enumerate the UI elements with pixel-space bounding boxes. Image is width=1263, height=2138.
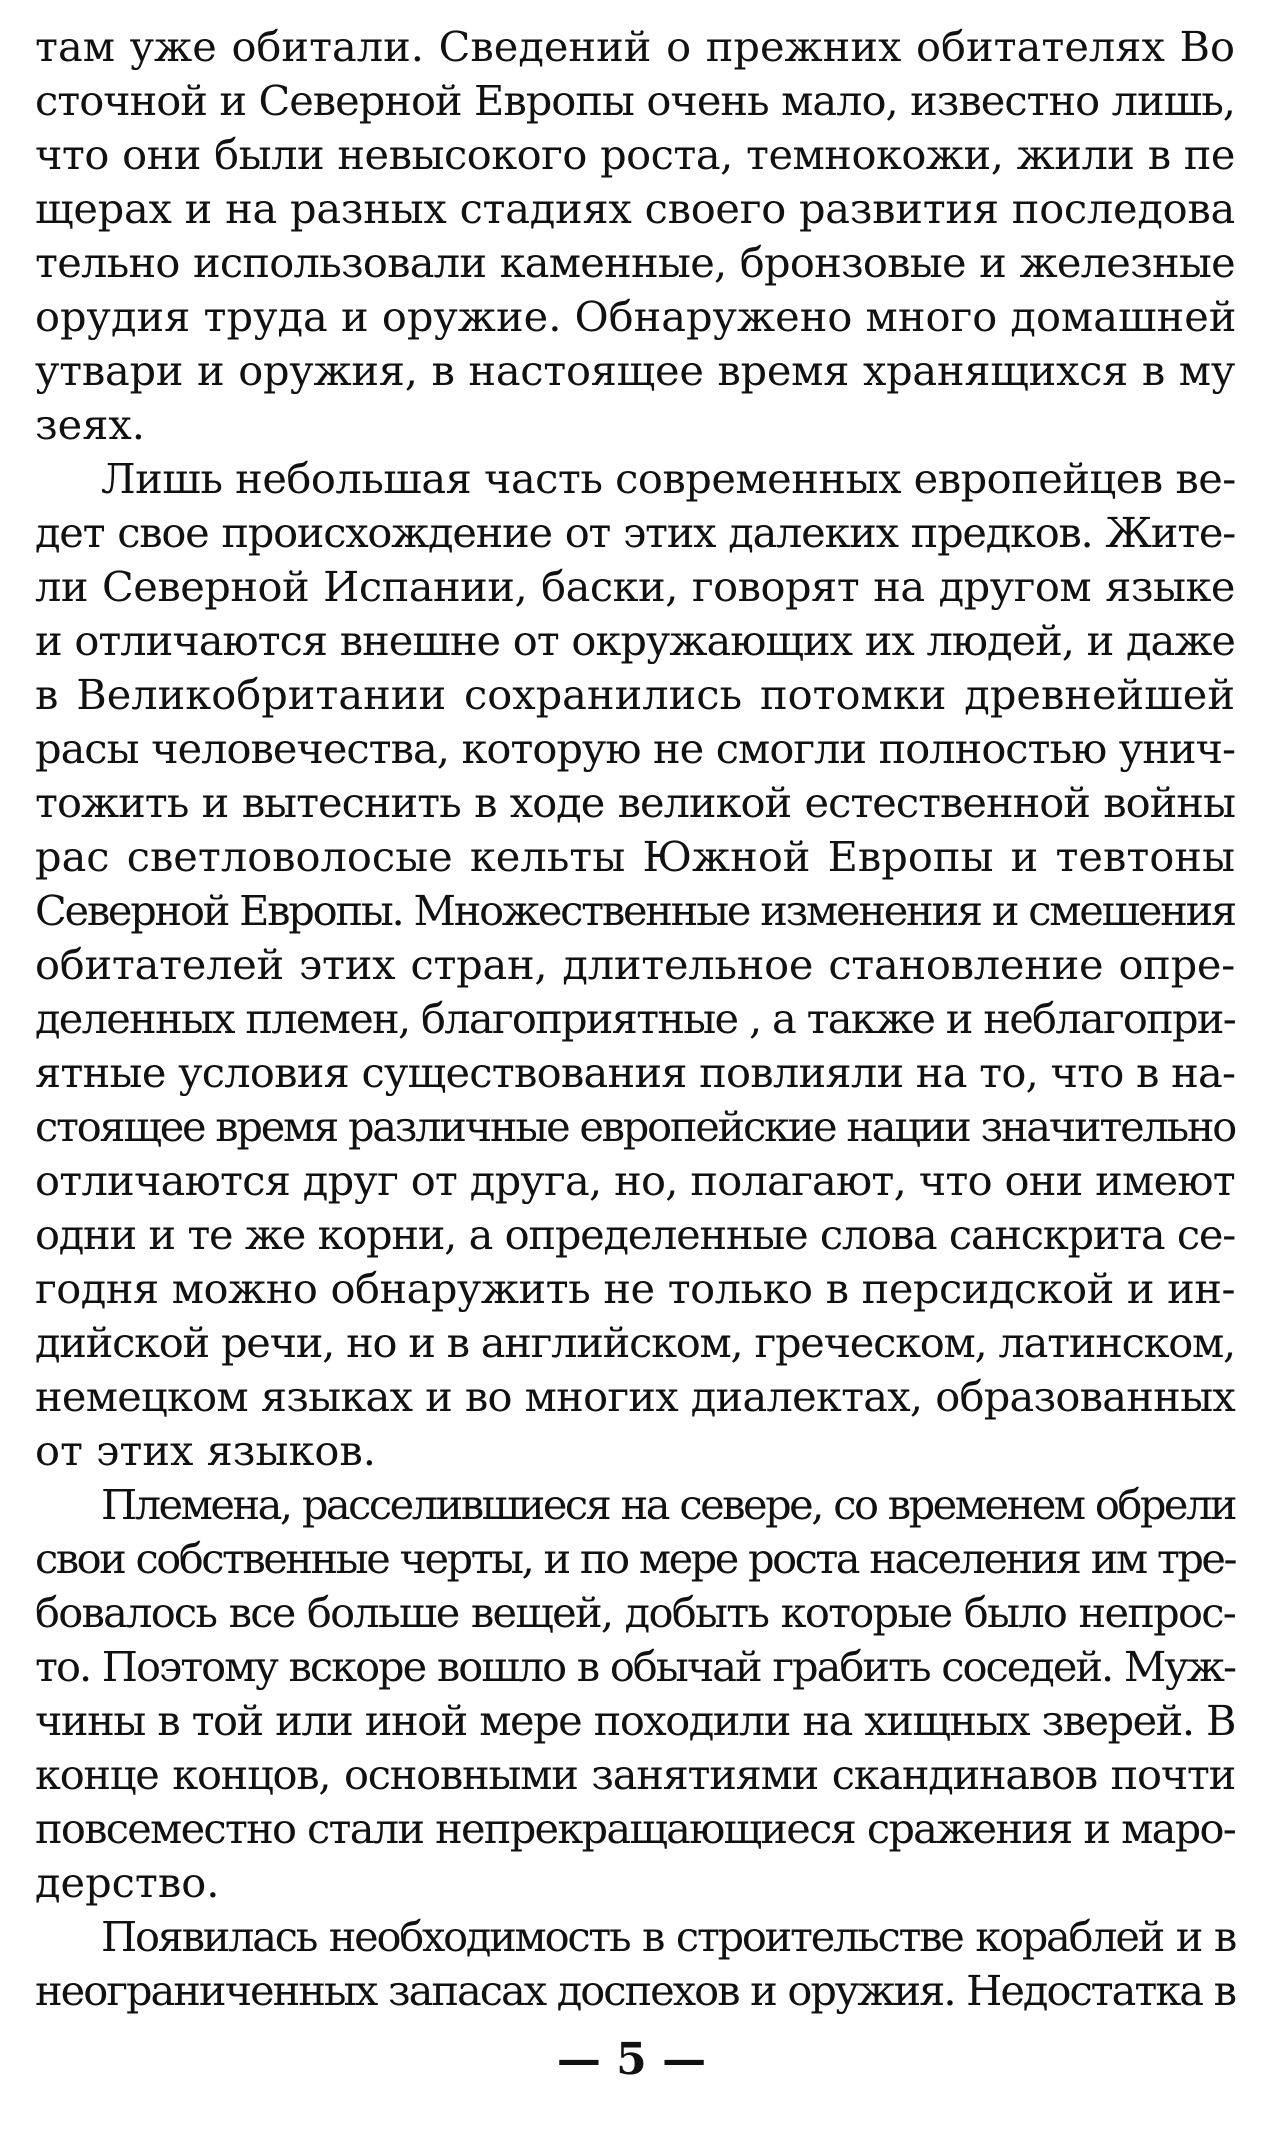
text-line: тожить и вытеснить в ходе великой естественной войны — [35, 778, 1235, 827]
text-line: тельно использовали каменные, бронзовые и железные — [35, 238, 1235, 287]
text-line: деленных племен, благоприятные , а также и неблагопри- — [35, 994, 1235, 1043]
text-line: и отличаются внешне от окружающих их людей, и даже — [35, 616, 1235, 665]
text-line: дийской речи, но и в английском, греческом, латинском, — [35, 1318, 1235, 1367]
text-line: что они были невысокого роста, темнокожи, жили в пе — [35, 130, 1235, 179]
text-line: дерство. — [35, 1858, 220, 1907]
text-line: ятные условия существования повлияли на то, что в на- — [35, 1048, 1236, 1097]
text-line: орудия труда и оружие. Обнаружено много домашней — [35, 292, 1237, 341]
text-line: утвари и оружия, в настоящее время хранящихся в му — [35, 346, 1235, 395]
text-line: свои собственные черты, и по мере роста населения им тре- — [35, 1534, 1235, 1583]
text-line: в Великобритании сохранились потомки древнейшей — [35, 670, 1235, 719]
paragraph-first-line: Племена, расселившиеся на севере, со временем обрели — [101, 1480, 1235, 1529]
text-line: неограниченных запасах доспехов и оружия. Недостатка в — [35, 1966, 1235, 2015]
text-line: повсеместно стали непрекращающиеся сражения и маро- — [35, 1804, 1235, 1853]
text-line: зеях. — [35, 400, 145, 449]
text-line: бовалось все больше вещей, добыть которые было непрос- — [35, 1588, 1235, 1637]
text-line: там уже обитали. Сведений о прежних обитателях Во — [35, 22, 1235, 71]
text-line: стоящее время различные европейские нации значительно — [35, 1102, 1235, 1151]
text-line: обитателей этих стран, длительное становление опре- — [35, 940, 1235, 989]
text-line: Северной Европы. Множественные изменения и смешения — [35, 886, 1235, 935]
text-line: годня можно обнаружить не только в персидской и ин- — [35, 1264, 1235, 1313]
text-line: конце концов, основными занятиями скандинавов почти — [35, 1750, 1235, 1799]
paragraph-first-line: Появилась необходимость в строительстве кораблей и в — [101, 1912, 1235, 1961]
text-line: немецком языках и во многих диалектах, образованных — [35, 1372, 1235, 1421]
text-line: то. Поэтому вскоре вошло в обычай грабить соседей. Муж- — [35, 1642, 1235, 1691]
page-number: — 5 — — [556, 2034, 707, 2085]
text-line: от этих языков. — [35, 1426, 376, 1475]
text-line: отличаются друг от друга, но, полагают, что они имеют — [35, 1156, 1235, 1205]
paragraph-first-line: Лишь небольшая часть современных европейцев ве- — [101, 454, 1236, 503]
text-line: дет свое происхождение от этих далеких предков. Жите- — [35, 508, 1235, 557]
text-line: щерах и на разных стадиях своего развития последова — [35, 184, 1235, 233]
text-line: ли Северной Испании, баски, говорят на другом языке — [35, 562, 1235, 611]
text-line: одни и те же корни, а определенные слова санскрита се- — [35, 1210, 1235, 1259]
text-line: сточной и Северной Европы очень мало, известно лишь, — [35, 76, 1235, 125]
text-line: расы человечества, которую не смогли полностью унич- — [35, 724, 1235, 773]
text-line: рас светловолосые кельты Южной Европы и тевтоны — [35, 832, 1235, 881]
text-line: чины в той или иной мере походили на хищных зверей. В — [35, 1696, 1235, 1745]
